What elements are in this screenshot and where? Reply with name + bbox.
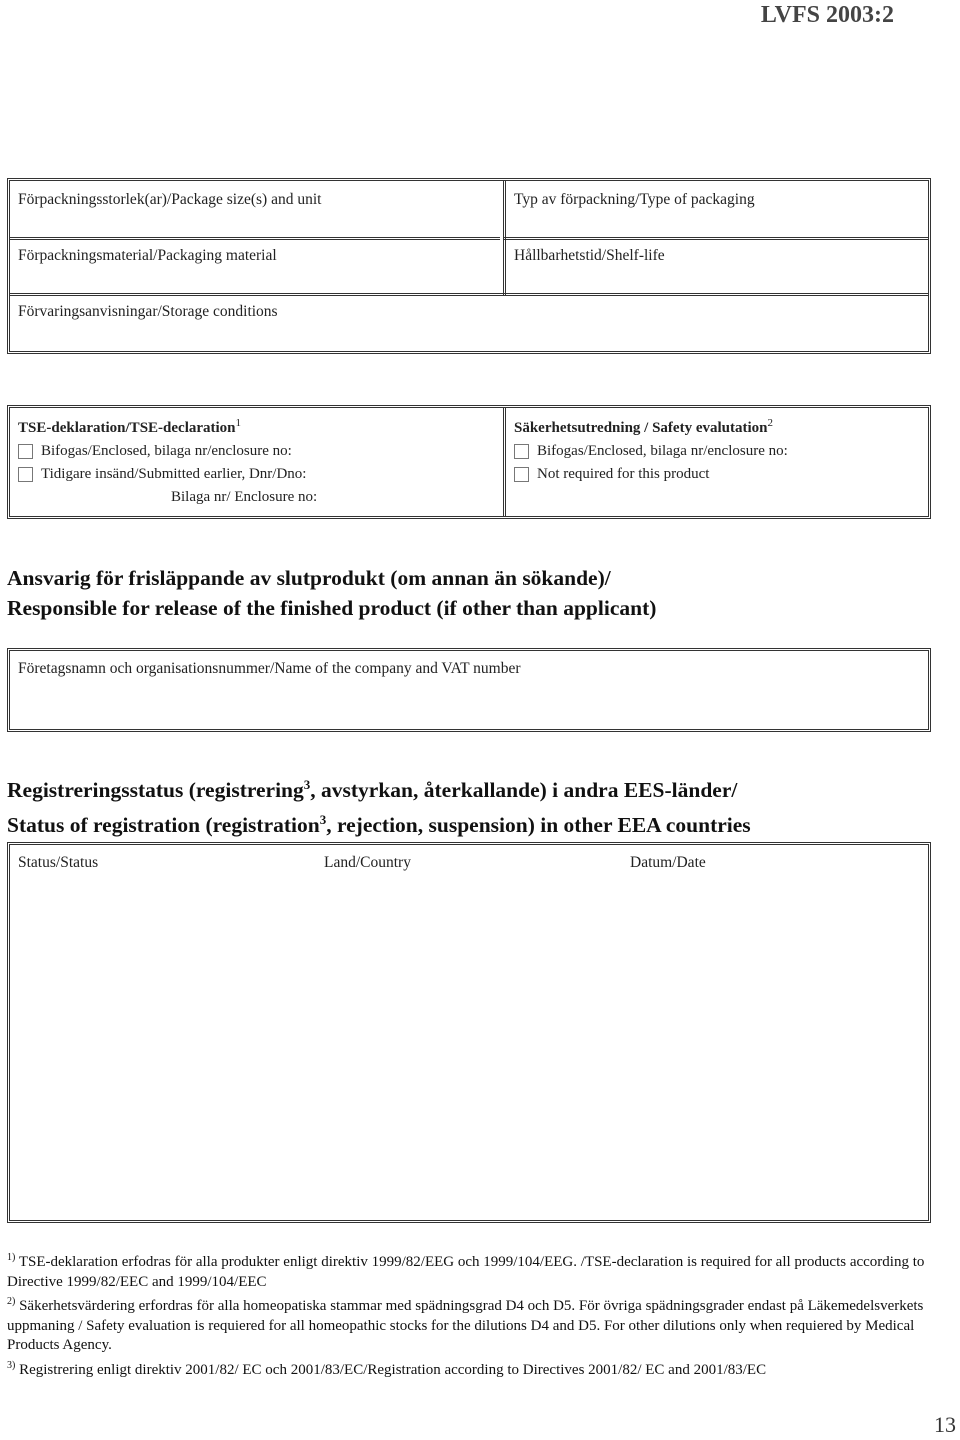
- footnote-3: $^{3)}$ Registrering enligt direktiv 2001/82/ EC och 2001/83/EC/Registration according to Directives 2001/82/ EC and 2001/83/EC: [7, 1359, 767, 1378]
- packaging-table: [7, 178, 931, 354]
- storage-conditions-field[interactable]: Förvaringsanvisningar/Storage conditions: [18, 303, 278, 320]
- footnote-2: $^{2)}$ Säkerhetsvärdering erfordras för alla homeopatiska stammar med spädningsgrad D4 och D5. För övriga spädningsgrader endast på Läkemedelsverkets uppmaning / Safety evaluation is requiered for all homeopathic stocks for the dilutions D4 and D5. For other dilutions only when requiered by Medical Products Agency.: [7, 1296, 924, 1354]
- packaging-material-field[interactable]: Förpackningsmaterial/Packaging material: [18, 247, 277, 264]
- safety-not-required-label: Not required for this product: [537, 466, 710, 482]
- tse-section: [18, 417, 498, 506]
- footnote-1: $^{1)}$ TSE-deklaration erfodras för alla produkter enligt direktiv 1999/82/EEG och 1999/104/EEG. /TSE-declaration is required for all products according to Directive 1999/82/EEC and 1999/104/EEC: [7, 1252, 925, 1290]
- safety-enclosed-checkbox[interactable]: [514, 444, 529, 459]
- shelf-life-field[interactable]: Hållbarhetstid/Shelf-life: [514, 247, 665, 264]
- registration-heading: Registreringsstatus (registrering$^3$, avstyrkan, återkallande) i andra EES-länder/ Status of registration (registration$^3$, rejection, suspension) in other EEA countries: [7, 777, 751, 838]
- declarations-table: [7, 405, 931, 519]
- safety-enclosed-option[interactable]: [514, 443, 924, 460]
- tse-submitted-checkbox[interactable]: [18, 467, 33, 482]
- safety-section: [514, 417, 924, 483]
- tse-enclosed-checkbox[interactable]: [18, 444, 33, 459]
- status-column-header[interactable]: Status/Status: [18, 854, 99, 871]
- row-divider: [503, 237, 928, 240]
- tse-enclosed-label: Bifogas/Enclosed, bilaga nr/enclosure no:: [41, 443, 292, 459]
- column-divider: [503, 408, 506, 516]
- tse-enclosed-option[interactable]: [18, 443, 498, 460]
- tse-title: TSE-deklaration/TSE-declaration$^1$: [18, 417, 242, 436]
- page-number: 13: [934, 1412, 956, 1437]
- safety-not-required-option[interactable]: [514, 466, 924, 483]
- package-size-field[interactable]: Förpackningsstorlek(ar)/Package size(s) and unit: [18, 191, 322, 208]
- footnotes: [7, 1248, 925, 1381]
- date-column-header[interactable]: Datum/Date: [630, 854, 706, 871]
- safety-enclosed-label: Bifogas/Enclosed, bilaga nr/enclosure no:: [537, 443, 788, 459]
- tse-submitted-option[interactable]: [18, 466, 498, 483]
- row-divider: [10, 237, 500, 240]
- release-heading: Ansvarig för frisläppande av slutprodukt (om annan än sökande)/ Responsible for release of the finished product (if other than applicant): [7, 566, 657, 620]
- tse-enclosure-no-label: Bilaga nr/ Enclosure no:: [171, 489, 318, 505]
- row-divider: [10, 293, 928, 296]
- registration-status-table: [7, 842, 931, 1223]
- packaging-type-field[interactable]: Typ av förpackning/Type of packaging: [514, 191, 755, 208]
- safety-title: Säkerhetsutredning / Safety evalutation$^2$: [514, 417, 773, 436]
- tse-submitted-label: Tidigare insänd/Submitted earlier, Dnr/Dno:: [41, 466, 307, 482]
- release-company-table: [7, 648, 931, 732]
- country-column-header[interactable]: Land/Country: [324, 854, 411, 871]
- document-reference: LVFS 2003:2: [760, 2, 894, 28]
- safety-not-required-checkbox[interactable]: [514, 467, 529, 482]
- company-name-field[interactable]: Företagsnamn och organisationsnummer/Name of the company and VAT number: [18, 660, 521, 677]
